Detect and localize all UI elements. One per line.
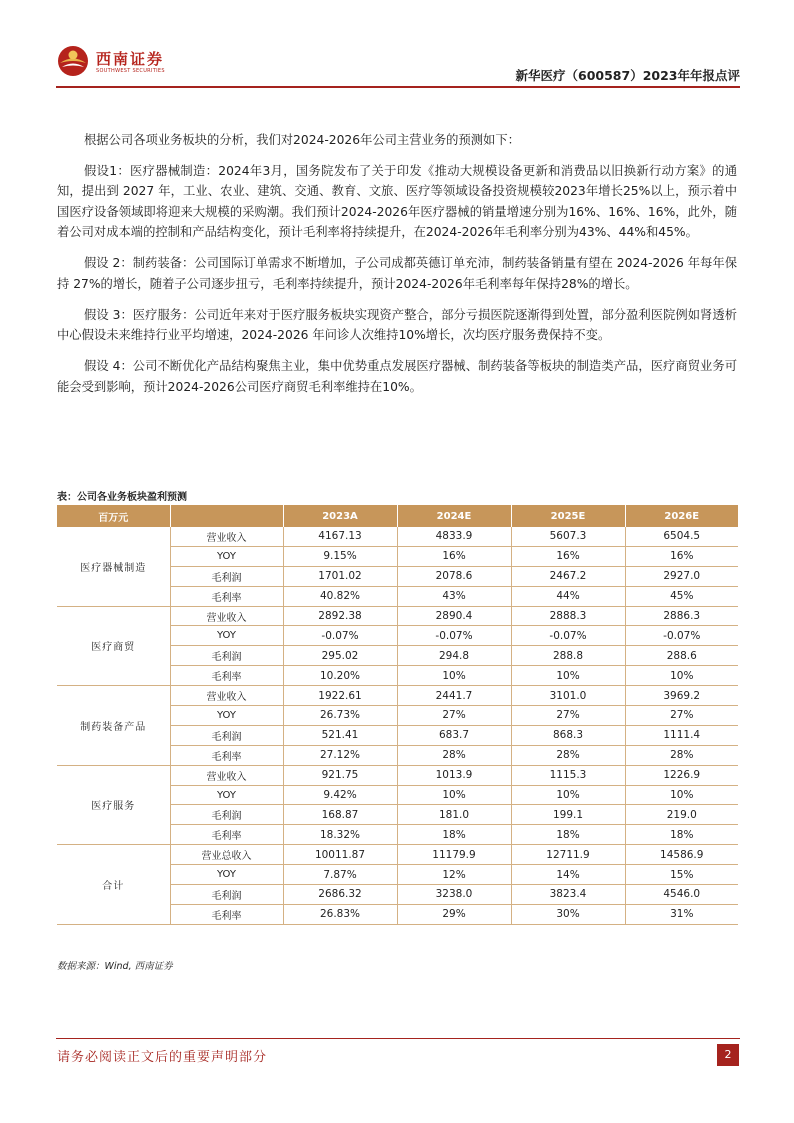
value-cell: 199.1	[511, 805, 625, 825]
assumption-3-paragraph: 假设 3：医疗服务：公司近年来对于医疗服务板块实现资产整合，部分亏损医院逐渐得到处置，部分盈利医院例如肾透析中心假设未来维持行业平均增速，2024-2026 年问诊人次维持10%增长，次均医疗服务费保持不变。	[57, 307, 737, 342]
value-cell: 14%	[511, 865, 625, 885]
intro-paragraph: 根据公司各项业务板块的分析，我们对2024-2026年公司主营业务的预测如下：	[84, 133, 520, 147]
value-cell: 5607.3	[511, 527, 625, 546]
value-cell: 2927.0	[625, 566, 738, 586]
metric-name-cell: 营业收入	[170, 527, 283, 546]
segment-name-cell: 制药装备产品	[57, 686, 170, 766]
metric-name-cell: 营业收入	[170, 606, 283, 626]
value-cell: 18.32%	[283, 825, 397, 845]
table-title: 表：公司各业务板块盈利预测	[57, 492, 187, 503]
header-2023a: 2023A	[283, 505, 397, 527]
value-cell: 16%	[397, 546, 511, 566]
value-cell: 26.73%	[283, 706, 397, 726]
value-cell: 10%	[625, 785, 738, 805]
value-cell: 43%	[397, 586, 511, 606]
metric-name-cell: YOY	[170, 865, 283, 885]
value-cell: 10.20%	[283, 666, 397, 686]
metric-name-cell: 毛利率	[170, 904, 283, 924]
metric-name-cell: 毛利率	[170, 745, 283, 765]
footer-disclaimer: 请务必阅读正文后的重要声明部分	[57, 1050, 268, 1065]
value-cell: 3101.0	[511, 686, 625, 706]
forecast-table	[57, 505, 738, 925]
value-cell: 288.6	[625, 646, 738, 666]
value-cell: 14586.9	[625, 845, 738, 865]
assumption-4-paragraph: 假设 4：公司不断优化产品结构聚焦主业，集中优势重点发展医疗器械、制药装备等板块的制造类产品，医疗商贸业务可能会受到影响，预计2024-2026公司医疗商贸毛利率维持在10%。	[57, 359, 737, 394]
table-row	[57, 527, 738, 546]
value-cell: 10%	[511, 785, 625, 805]
table-body	[57, 527, 738, 924]
value-cell: 168.87	[283, 805, 397, 825]
metric-name-cell: 营业收入	[170, 686, 283, 706]
company-logo	[56, 44, 216, 84]
metric-name-cell: 毛利润	[170, 566, 283, 586]
value-cell: 921.75	[283, 765, 397, 785]
assumption-2-paragraph: 假设 2：制药装备：公司国际订单需求不断增加，子公司成都英德订单充沛，制药装备销量有望在 2024-2026 年每年保持 27%的增长，随着子公司逐步扭亏，毛利率持续提升，预计2024-2026年毛利率每年保持28%的增长。	[57, 256, 737, 291]
value-cell: 9.42%	[283, 785, 397, 805]
value-cell: 521.41	[283, 725, 397, 745]
value-cell: 27%	[397, 706, 511, 726]
value-cell: 11179.9	[397, 845, 511, 865]
table-row	[57, 845, 738, 865]
header-2024e: 2024E	[397, 505, 511, 527]
value-cell: 4833.9	[397, 527, 511, 546]
value-cell: 2686.32	[283, 885, 397, 905]
data-source: 数据来源：Wind, 西南证券	[57, 961, 173, 972]
value-cell: 15%	[625, 865, 738, 885]
value-cell: 6504.5	[625, 527, 738, 546]
segment-name-cell: 医疗服务	[57, 765, 170, 845]
value-cell: 27%	[511, 706, 625, 726]
value-cell: 40.82%	[283, 586, 397, 606]
value-cell: 18%	[511, 825, 625, 845]
value-cell: 3823.4	[511, 885, 625, 905]
value-cell: 45%	[625, 586, 738, 606]
value-cell: 28%	[511, 745, 625, 765]
metric-name-cell: YOY	[170, 706, 283, 726]
value-cell: 1922.61	[283, 686, 397, 706]
metric-name-cell: 毛利率	[170, 825, 283, 845]
value-cell: 2441.7	[397, 686, 511, 706]
value-cell: 44%	[511, 586, 625, 606]
value-cell: 27%	[625, 706, 738, 726]
value-cell: 28%	[625, 745, 738, 765]
metric-name-cell: YOY	[170, 785, 283, 805]
metric-name-cell: 毛利润	[170, 885, 283, 905]
metric-name-cell: 毛利率	[170, 586, 283, 606]
metric-name-cell: 毛利润	[170, 725, 283, 745]
segment-name-cell: 医疗商贸	[57, 606, 170, 686]
page-number: 2	[717, 1044, 739, 1066]
value-cell: 4167.13	[283, 527, 397, 546]
logo-text: 西南证券	[96, 50, 165, 68]
header-unit: 百万元	[57, 505, 170, 527]
metric-name-cell: YOY	[170, 546, 283, 566]
value-cell: 18%	[397, 825, 511, 845]
table-header-row	[57, 505, 738, 527]
table-row	[57, 765, 738, 785]
metric-name-cell: 营业总收入	[170, 845, 283, 865]
header-2025e: 2025E	[511, 505, 625, 527]
assumption-1-paragraph: 假设1：医疗器械制造：2024年3月，国务院发布了关于印发《推动大规模设备更新和消费品以旧换新行动方案》的通知，提出到 2027 年，工业、农业、建筑、交通、教育、文旅、医疗等领域设备投资规模较2023年增长25%以上，预示着中国医疗设备领域即将迎来大规模的采购潮。我们预计2024-2026年医疗器械的销量增速分别为16%、16%、16%，此外，随着公司对成本端的控制和产品结构变化，预计毛利率将持续提升，在2024-2026年毛利率分别为43%、44%和45%。	[57, 163, 737, 239]
metric-name-cell: 毛利润	[170, 805, 283, 825]
value-cell: 16%	[625, 546, 738, 566]
value-cell: 868.3	[511, 725, 625, 745]
value-cell: 2890.4	[397, 606, 511, 626]
value-cell: 1115.3	[511, 765, 625, 785]
table-row	[57, 686, 738, 706]
value-cell: 683.7	[397, 725, 511, 745]
value-cell: 30%	[511, 904, 625, 924]
value-cell: 9.15%	[283, 546, 397, 566]
value-cell: 295.02	[283, 646, 397, 666]
value-cell: 10%	[397, 785, 511, 805]
value-cell: 2892.38	[283, 606, 397, 626]
value-cell: 7.87%	[283, 865, 397, 885]
value-cell: 2078.6	[397, 566, 511, 586]
value-cell: 294.8	[397, 646, 511, 666]
value-cell: 10%	[397, 666, 511, 686]
metric-name-cell: 毛利润	[170, 646, 283, 666]
value-cell: 10%	[511, 666, 625, 686]
value-cell: 2886.3	[625, 606, 738, 626]
page-header	[56, 42, 740, 92]
value-cell: 26.83%	[283, 904, 397, 924]
value-cell: 12711.9	[511, 845, 625, 865]
value-cell: -0.07%	[511, 626, 625, 646]
value-cell: 1701.02	[283, 566, 397, 586]
logo-subtext: SOUTHWEST SECURITIES	[96, 68, 165, 74]
value-cell: 29%	[397, 904, 511, 924]
metric-name-cell: 营业收入	[170, 765, 283, 785]
value-cell: 1013.9	[397, 765, 511, 785]
report-body	[57, 130, 737, 408]
header-metric	[170, 505, 283, 527]
value-cell: 18%	[625, 825, 738, 845]
value-cell: 28%	[397, 745, 511, 765]
value-cell: -0.07%	[625, 626, 738, 646]
value-cell: 181.0	[397, 805, 511, 825]
value-cell: 10%	[625, 666, 738, 686]
value-cell: 288.8	[511, 646, 625, 666]
value-cell: 2467.2	[511, 566, 625, 586]
value-cell: 10011.87	[283, 845, 397, 865]
value-cell: 3238.0	[397, 885, 511, 905]
table-row	[57, 606, 738, 626]
metric-name-cell: 毛利率	[170, 666, 283, 686]
value-cell: 4546.0	[625, 885, 738, 905]
forecast-table-container	[57, 505, 738, 925]
value-cell: -0.07%	[283, 626, 397, 646]
value-cell: -0.07%	[397, 626, 511, 646]
header-divider	[56, 86, 740, 88]
value-cell: 3969.2	[625, 686, 738, 706]
segment-name-cell: 医疗器械制造	[57, 527, 170, 606]
value-cell: 16%	[511, 546, 625, 566]
footer-divider	[56, 1038, 740, 1039]
segment-name-cell: 合计	[57, 845, 170, 925]
report-title: 新华医疗（600587）2023年年报点评	[515, 68, 740, 83]
logo-emblem-icon	[56, 44, 90, 78]
metric-name-cell: YOY	[170, 626, 283, 646]
value-cell: 2888.3	[511, 606, 625, 626]
header-2026e: 2026E	[625, 505, 738, 527]
value-cell: 1226.9	[625, 765, 738, 785]
value-cell: 1111.4	[625, 725, 738, 745]
value-cell: 31%	[625, 904, 738, 924]
value-cell: 219.0	[625, 805, 738, 825]
value-cell: 12%	[397, 865, 511, 885]
value-cell: 27.12%	[283, 745, 397, 765]
